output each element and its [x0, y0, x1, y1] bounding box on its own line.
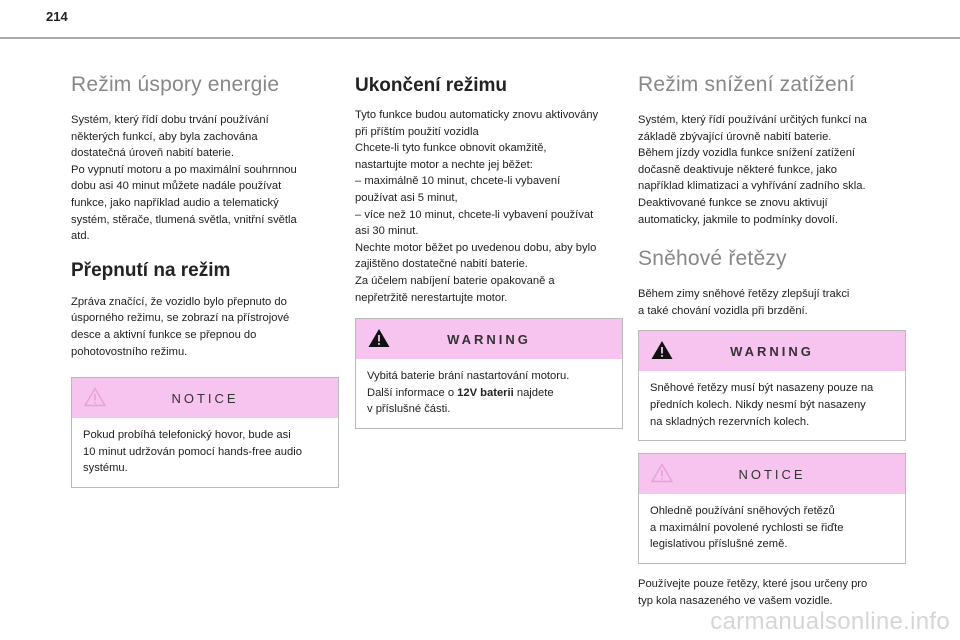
warning-box — [638, 330, 906, 441]
text-line: základě zbývající úrovně nabití baterie. — [638, 130, 832, 143]
text-line: Systém, který řídí dobu trvání používání — [71, 114, 269, 126]
text-line: systém, stěrače, tlumená světla, vnitřní světla — [71, 213, 297, 226]
paragraph-energy-saving — [71, 112, 339, 245]
page-number: 214 — [46, 9, 68, 24]
text-line: na skladných rezervních kolech. — [650, 415, 810, 428]
column-1 — [71, 72, 339, 506]
text-line: Ohledně používání sněhových řetězů — [650, 505, 835, 518]
text-line: Po vypnutí motoru a po maximální souhrnnou — [71, 163, 297, 176]
warning-triangle-icon — [651, 340, 673, 360]
text-line: automaticky, jakmile to podmínky dovolí. — [638, 213, 839, 226]
column-2 — [355, 72, 623, 447]
text-line: Za účelem nabíjení baterie opakovaně a — [355, 274, 555, 287]
warning-title: WARNING — [730, 343, 814, 359]
notice-triangle-icon — [84, 387, 106, 407]
text-line: některých funkcí, aby byla zachována — [71, 130, 258, 143]
notice-title: NOTICE — [171, 390, 239, 406]
notice-triangle-icon — [651, 463, 673, 483]
text-line: Chcete-li tyto funkce obnovit okamžitě, — [355, 142, 547, 155]
text-segment: najdete — [513, 386, 554, 399]
header-rule — [0, 37, 960, 39]
text-line: Tyto funkce budou automaticky znovu aktivovány — [355, 109, 599, 121]
text-line: Pokud probíhá telefonický hovor, bude asi — [83, 429, 291, 442]
warning-body — [639, 371, 905, 440]
text-line — [367, 385, 611, 402]
paragraph-switch-to-mode — [71, 294, 339, 360]
column-3 — [638, 72, 906, 623]
text-line: Deaktivované funkce se znovu aktivují — [638, 196, 828, 209]
text-line: Vybitá baterie brání nastartování motoru. — [367, 370, 570, 383]
heading-load-reduction: Režim snížení zatížení — [638, 73, 855, 96]
watermark: carmanualsonline.info — [710, 608, 950, 635]
text-line: nepřetržitě nerestartujte motor. — [355, 291, 508, 304]
heading-energy-saving: Režim úspory energie — [71, 73, 280, 96]
text-line: – maximálně 10 minut, chcete-li vybavení — [355, 175, 561, 188]
text-line: nastartujte motor a nechte jej běžet: — [355, 158, 533, 171]
text-line: používat asi 5 minut, — [355, 191, 458, 204]
warning-title: WARNING — [447, 331, 531, 347]
heading-mode-end: Ukončení režimu — [355, 75, 508, 96]
notice-header — [72, 378, 338, 418]
heading-snow-chains: Sněhové řetězy — [638, 247, 787, 271]
text-line: předních kolech. Nikdy nesmí být nasazeny — [650, 398, 866, 411]
notice-box — [71, 377, 339, 488]
paragraph-snow-chains — [638, 286, 906, 319]
warning-box — [355, 318, 623, 429]
text-line: a maximální povolené rychlosti se řiďte — [650, 521, 844, 534]
text-line: asi 30 minut. — [355, 225, 419, 238]
notice-header — [639, 454, 905, 494]
warning-body — [356, 359, 622, 428]
paragraph-load-reduction — [638, 112, 906, 228]
notice-body — [72, 418, 338, 487]
text-line: typ kola nasazeného ve vašem vozidle. — [638, 594, 833, 607]
text-line: dobu asi 40 minut můžete nadále používat — [71, 180, 282, 193]
text-line: Zpráva značící, že vozidlo bylo přepnuto do — [71, 295, 287, 308]
text-line: atd. — [71, 230, 90, 243]
text-line: Během zimy sněhové řetězy zlepšují trakci — [638, 288, 850, 301]
paragraph-mode-end — [355, 107, 623, 306]
battery-link-text: 12V baterii — [457, 386, 514, 399]
text-line: systému. — [83, 462, 128, 475]
text-line: desce a aktivní funkce se přepnou do — [71, 328, 257, 341]
warning-header — [356, 319, 622, 359]
text-line: funkce, jako například audio a telematický — [71, 196, 279, 209]
text-line: Sněhové řetězy musí být nasazeny pouze na — [650, 382, 874, 395]
warning-triangle-icon — [368, 328, 390, 348]
text-line: při příštím použití vozidla — [355, 125, 479, 138]
notice-box — [638, 453, 906, 564]
text-line: Systém, který řídí používání určitých funkcí na — [638, 114, 867, 126]
text-line: a také chování vozidla při brzdění. — [638, 304, 808, 317]
text-line: v příslušné části. — [367, 403, 451, 416]
notice-body — [639, 494, 905, 563]
text-line: legislativou příslušné země. — [650, 538, 788, 551]
heading-switch-to-mode: Přepnutí na režim — [71, 259, 231, 281]
text-line: Používejte pouze řetězy, které jsou určeny pro — [638, 577, 868, 590]
text-line: – více než 10 minut, chcete-li vybavení používat — [355, 208, 594, 221]
text-line: Nechte motor běžet po uvedenou dobu, aby bylo — [355, 241, 597, 254]
text-line: dočasně deaktivuje některé funkce, jako — [638, 163, 838, 176]
text-line: úsporného režimu, se zobrazí na přístrojové — [71, 312, 290, 325]
notice-title: NOTICE — [738, 466, 806, 482]
text-segment: Další informace o — [367, 386, 458, 399]
text-line: zajištěno dostatečné nabití baterie. — [355, 258, 528, 271]
text-line: například klimatizaci a vyhřívání zadního skla. — [638, 180, 866, 193]
text-line: dostatečná úroveň nabití baterie. — [71, 147, 234, 160]
text-line: 10 minut udržován pomocí hands-free audio — [83, 445, 302, 458]
text-line: pohotovostního režimu. — [71, 345, 188, 358]
text-line: Během jízdy vozidla funkce snížení zatížení — [638, 147, 856, 160]
paragraph-chain-usage — [638, 576, 906, 609]
warning-header — [639, 331, 905, 371]
